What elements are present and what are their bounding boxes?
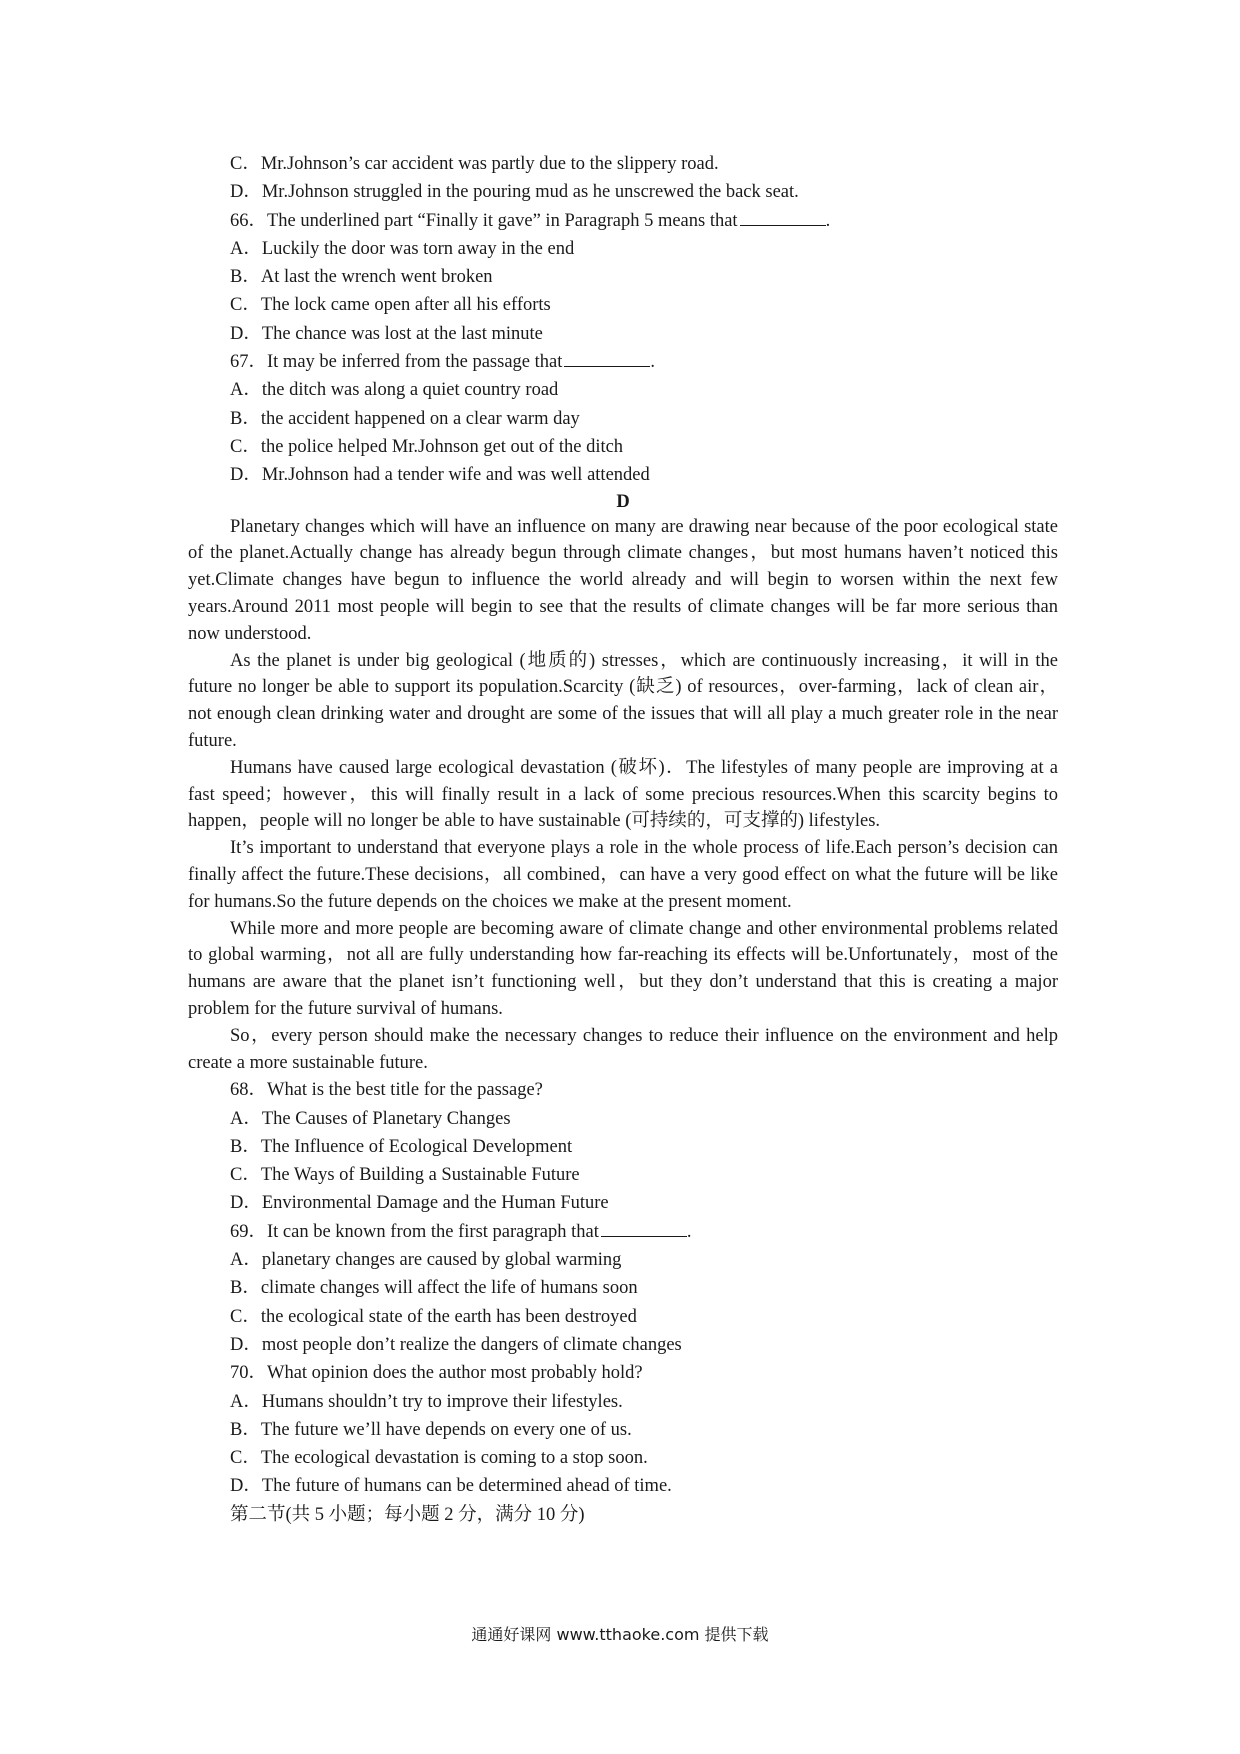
q67-option-d: D．Mr.Johnson had a tender wife and was well attended bbox=[230, 465, 650, 486]
q68-option-b: B．The Influence of Ecological Development bbox=[230, 1136, 573, 1157]
q69-option-b: B．climate changes will affect the life of humans soon bbox=[230, 1278, 638, 1299]
q68-stem: 68．What is the best title for the passage? bbox=[230, 1080, 543, 1101]
q65-option-c: C．Mr.Johnson’s car accident was partly due to the slippery road. bbox=[230, 154, 719, 174]
answer-blank bbox=[601, 1218, 687, 1237]
q67-option-b: B．the accident happened on a clear warm day bbox=[230, 408, 580, 429]
exam-content bbox=[188, 150, 1058, 1529]
q69-option-d: D．most people don’t realize the dangers of climate changes bbox=[230, 1334, 682, 1355]
q69-option-c: C．the ecological state of the earth has been destroyed bbox=[230, 1306, 637, 1327]
q68-option-c: C．The Ways of Building a Sustainable Future bbox=[230, 1165, 580, 1186]
section-2-heading: 第二节(共 5 小题；每小题 2 分，满分 10 分) bbox=[230, 1504, 585, 1525]
passage-paragraph-6: So，every person should make the necessary changes to reduce their influence on the environment and help create a more sustainable future. bbox=[188, 1025, 1058, 1073]
passage-paragraph-4: It’s important to understand that everyone plays a role in the whole process of life.Each person’s decision can finally affect the future.These decisions，all combined，can have a very good effect on what the future will be like for humans.So the future depends on the choices we make at the present moment. bbox=[188, 838, 1058, 912]
q70-option-a: A．Humans shouldn’t try to improve their lifestyles. bbox=[230, 1391, 623, 1412]
q66-option-c: C．The lock came open after all his efforts bbox=[230, 295, 551, 316]
q66-stem: 66．The underlined part “Finally it gave” in Paragraph 5 means that . bbox=[188, 207, 1058, 235]
q70-option-b: B．The future we’ll have depends on every one of us. bbox=[230, 1419, 632, 1440]
q65-option-d: D．Mr.Johnson struggled in the pouring mud as he unscrewed the back seat. bbox=[230, 182, 799, 203]
passage-paragraph-3: Humans have caused large ecological devastation (破坏)．The lifestyles of many people are improving at a fast speed；however，this will finally result in a lack of some precious resources.When this scarcity begins to happen，people will no longer be able to have sustainable (可持续的，可支撑的) lifestyles. bbox=[188, 757, 1058, 832]
answer-blank bbox=[564, 348, 650, 367]
q67-option-a: A．the ditch was along a quiet country road bbox=[230, 380, 559, 401]
passage-paragraph-2: As the planet is under big geological (地质的) stresses，which are continuously increasing，it will in the future no longer be able to support its population.Scarcity (缺乏) of resources，over-farming，lack of clean air，not enough clean drinking water and drought are some of the issues that will all play a much greater role in the near future. bbox=[188, 650, 1058, 751]
q69-stem-text: 69．It can be known from the first paragraph that bbox=[230, 1221, 599, 1242]
q69-stem: 69．It can be known from the first paragraph that . bbox=[188, 1218, 1058, 1246]
q70-stem: 70．What opinion does the author most probably hold? bbox=[230, 1363, 643, 1384]
passage-paragraph-1: Planetary changes which will have an influence on many are drawing near because of the poor ecological state of the planet.Actually change has already begun through climate changes，but most humans haven’t noticed this yet.Climate changes have begun to influence the world already and will begin to worsen within the next few years.Around 2011 most people will begin to see that the results of climate changes will be far more serious than now understood. bbox=[188, 516, 1058, 644]
page-footer: 通通好课网 www.tthaoke.com 提供下载 bbox=[471, 1625, 769, 1644]
q70-option-d: D．The future of humans can be determined ahead of time. bbox=[230, 1476, 672, 1497]
passage-d-heading: D bbox=[616, 491, 630, 512]
q67-option-c: C．the police helped Mr.Johnson get out of the ditch bbox=[230, 436, 624, 457]
q67-stem-text: 67．It may be inferred from the passage that bbox=[230, 352, 563, 373]
q70-option-c: C．The ecological devastation is coming to a stop soon. bbox=[230, 1448, 648, 1469]
q68-option-d: D．Environmental Damage and the Human Future bbox=[230, 1193, 609, 1214]
answer-blank bbox=[740, 207, 826, 226]
q66-option-a: A．Luckily the door was torn away in the end bbox=[230, 238, 575, 259]
q66-option-d: D．The chance was lost at the last minute bbox=[230, 323, 543, 344]
q69-option-a: A．planetary changes are caused by global warming bbox=[230, 1250, 622, 1271]
q66-option-b: B．At last the wrench went broken bbox=[230, 267, 493, 288]
q66-stem-text: 66．The underlined part “Finally it gave” in Paragraph 5 means that bbox=[230, 210, 738, 231]
q67-stem: 67．It may be inferred from the passage that . bbox=[188, 348, 1058, 376]
q68-option-a: A．The Causes of Planetary Changes bbox=[230, 1108, 511, 1129]
passage-paragraph-5: While more and more people are becoming aware of climate change and other environmental problems related to global warming，not all are fully understanding how far-reaching its effects will be.Unfortunately，most of the humans are aware that the planet isn’t functioning well，but they don’t understand that this is creating a major problem for the future survival of humans. bbox=[188, 918, 1058, 1019]
